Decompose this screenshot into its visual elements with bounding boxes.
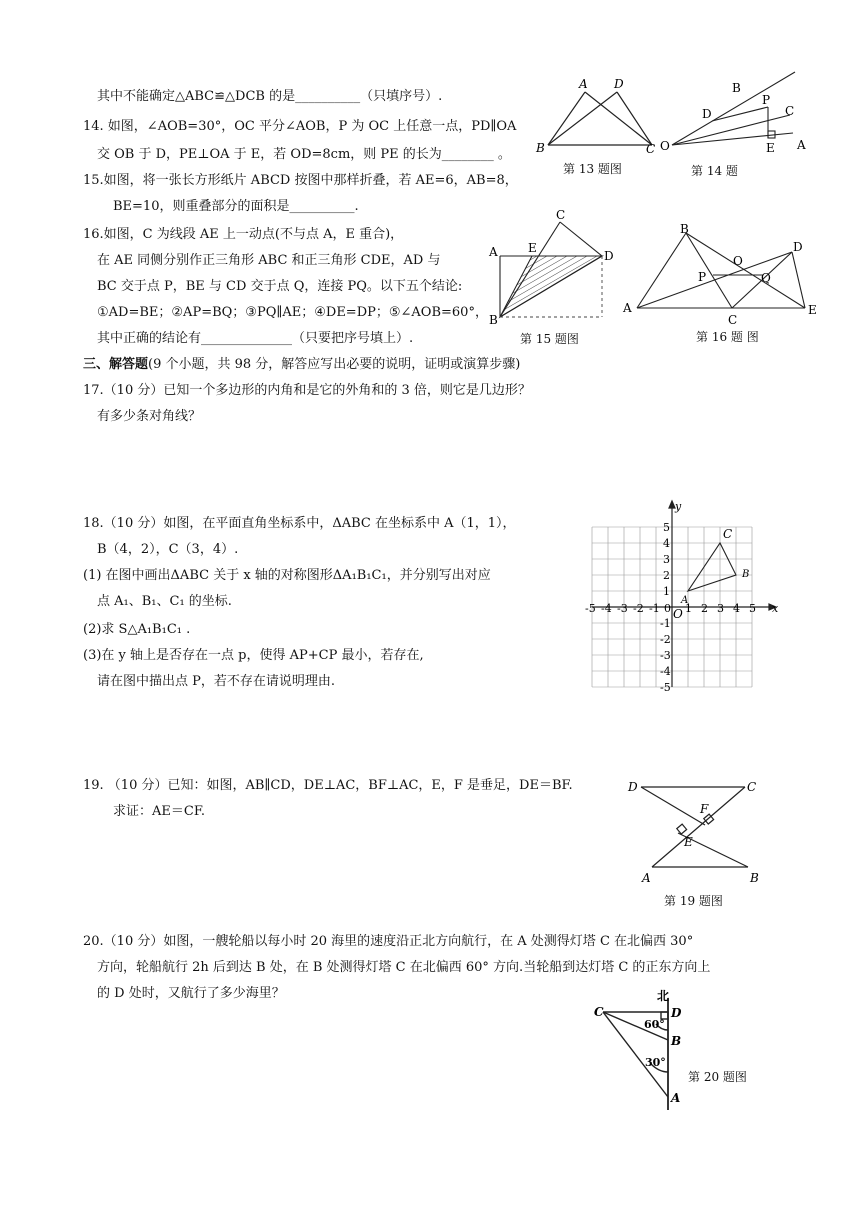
caption-fig16: 第 16 题 图 [696,330,759,344]
f20-label-b: B [671,1034,682,1048]
caption-fig14: 第 14 题 [691,164,738,178]
x-tick-label: 3 [717,602,724,615]
y-tick-label: 4 [663,537,670,550]
f16-label-e: E [808,303,817,317]
q18-line5: (2)求 S△A₁B₁C₁ . [83,622,191,637]
y-tick-label: 2 [663,569,670,582]
f14-label-b: B [732,81,741,95]
f14-label-d: D [702,107,712,121]
f20-label-a: A [671,1091,681,1105]
q15-line2: BE=10，则重叠部分的面积是__________. [113,199,359,214]
f20-label-30: 30° [645,1056,666,1069]
caption-fig20: 第 20 题图 [688,1070,747,1084]
q18-line3: (1) 在图中画出ΔABC 关于 x 轴的对称图形ΔA₁B₁C₁，并分别写出对应 [83,568,491,583]
x-tick-label: 1 [685,602,692,615]
q19-line1: 19. （10 分）已知：如图，AB∥CD，DE⊥AC，BF⊥AC，E，F 是垂足，DE＝BF. [83,778,573,793]
x-tick-label: -3 [617,602,628,615]
q16-line5: 其中正确的结论有______________（只要把序号填上）. [97,331,414,346]
f20-label-north: 北 [657,989,670,1003]
f18-label-a: A [681,595,689,606]
f18-axis-y: y [675,500,682,513]
f13-label-a: A [579,77,588,91]
caption-fig19: 第 19 题图 [664,894,723,908]
q14-line1: 14. 如图，∠AOB=30°，OC 平分∠AOB，P 为 OC 上任意一点，PD∥OA [83,119,517,134]
f20-label-60: 60° [644,1018,665,1031]
q14-line2: 交 OB 于 D，PE⊥OA 于 E，若 OD=8cm，则 PE 的长为________ 。 [97,147,511,162]
caption-fig15: 第 15 题图 [520,332,579,346]
f19-label-b: B [750,871,759,885]
x-tick-label: -5 [585,602,596,615]
f14-label-c: C [785,104,795,118]
q16-line3: BC 交于点 P，BE 与 CD 交于点 Q，连接 PQ。以下五个结论: [97,279,463,294]
f15-label-b: B [489,313,498,327]
f16-label-q: Q [761,271,771,285]
f16-label-b: B [680,222,689,236]
f19-label-c: C [747,780,757,794]
caption-fig13: 第 13 题图 [563,162,622,176]
x-tick-label: -4 [601,602,612,615]
q19-line2: 求证：AE＝CF. [113,804,205,819]
q20-line2: 方向，轮船航行 2h 后到达 B 处，在 B 处测得灯塔 C 在北偏西 60° 方向.当轮船到达灯塔 C 的正东方向上 [97,960,711,975]
f15-label-a: A [489,245,498,259]
x-tick-label: -1 [649,602,660,615]
f15-label-e: E [528,241,537,255]
x-tick-label: 2 [701,602,708,615]
f15-label-d: D [604,249,614,263]
f14-label-o: O [660,139,670,153]
q13-text: 其中不能确定△ABC≌△DCB 的是__________（只填序号）. [97,89,443,104]
x-tick-label: 4 [733,602,740,615]
f16-label-a: A [623,301,632,315]
y-tick-label: -4 [660,665,671,678]
f16-label-p: P [698,270,707,284]
x-tick-label: 0 [664,602,671,615]
q18-line4: 点 A₁、B₁、C₁ 的坐标. [97,594,232,609]
q15-line1: 15.如图，将一张长方形纸片 ABCD 按图中那样折叠，若 AE=6，AB=8， [83,173,518,188]
f15-label-c: C [556,208,566,222]
y-tick-label: 5 [663,521,670,534]
y-tick-label: 1 [663,585,670,598]
q18-line7: 请在图中描出点 P，若不存在请说明理由. [97,674,336,689]
f16-label-o: O [733,254,743,268]
y-tick-label: -2 [660,633,671,646]
f20-label-d: D [671,1006,682,1020]
f13-label-c: C [646,142,656,156]
f20-label-c: C [594,1005,604,1019]
section-3-note: (9 个小题，共 98 分，解答应写出必要的说明，证明或演算步骤) [148,357,521,372]
f18-label-b: B [742,569,750,580]
q16-line2: 在 AE 同侧分别作正三角形 ABC 和正三角形 CDE，AD 与 [97,253,441,268]
f18-label-c: C [723,527,733,541]
f18-origin: O [673,607,683,621]
q20-line3: 的 D 处时，又航行了多少海里？ [97,986,285,1001]
f19-label-e: E [684,835,693,849]
f14-label-p: P [762,93,771,107]
y-tick-label: -3 [660,649,671,662]
f19-label-f: F [700,802,709,816]
f16-label-c: C [728,313,738,327]
f19-label-d: D [628,780,638,794]
y-tick-label: 3 [663,553,670,566]
x-tick-label: 5 [749,602,756,615]
q18-line6: (3)在 y 轴上是否存在一点 p，使得 AP+CP 最小，若存在, [83,648,424,663]
q16-line1: 16.如图，C 为线段 AE 上一动点(不与点 A，E 重合)， [83,227,404,242]
q20-line1: 20.（10 分）如图，一艘轮船以每小时 20 海里的速度沿正北方向航行，在 A 处测得灯塔 C 在北偏西 30° [83,934,694,949]
y-tick-label: -5 [660,681,671,694]
x-tick-label: -2 [633,602,644,615]
f13-label-b: B [536,141,545,155]
section-3-title: 三、解答题 [83,357,149,372]
f14-label-a: A [797,138,806,152]
f14-label-e: E [766,141,775,155]
q18-line1: 18.（10 分）如图，在平面直角坐标系中，ΔABC 在坐标系中 A（1，1）， [83,516,516,531]
y-tick-label: -1 [660,617,671,630]
q17-line2: 有多少条对角线？ [97,409,202,424]
f16-label-d: D [793,240,803,254]
f19-label-a: A [642,871,651,885]
q18-line2: B（4，2），C（3，4）. [97,542,239,557]
f18-axis-x: x [772,602,779,615]
f13-label-d: D [614,77,624,91]
q16-line4: ①AD=BE；②AP=BQ；③PQ∥AE；④DE=DP；⑤∠AOB=60°， [97,305,488,320]
q17-line1: 17.（10 分）已知一个多边形的内角和是它的外角和的 3 倍，则它是几边形？ [83,383,531,398]
